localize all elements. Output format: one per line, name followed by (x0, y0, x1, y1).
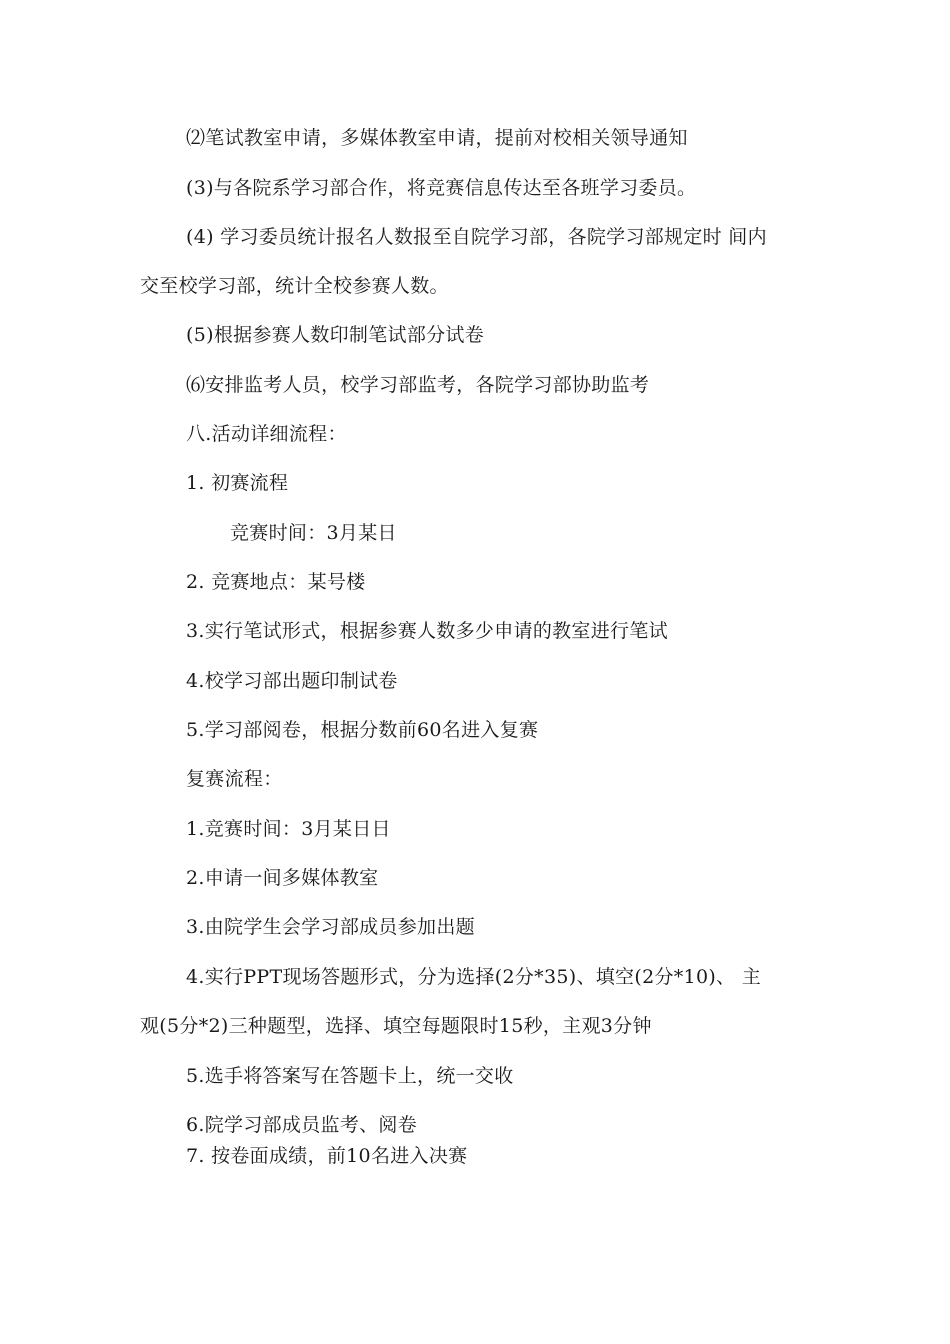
text-line-8: 1. 初赛流程 (186, 472, 289, 494)
text-line-2: (3)与各院系学习部合作，将竞赛信息传达至各班学习委员。 (186, 177, 697, 199)
text-line-11: 3.实行笔试形式，根据参赛人数多少申请的教室进行笔试 (186, 620, 668, 642)
text-line-6: ⑹安排监考人员，校学习部监考，各院学习部协助监考 (186, 374, 650, 396)
text-line-18: 4.实行PPT现场答题形式，分为选择(2分*35)、填空(2分*10)、 主 (186, 966, 761, 988)
text-line-16: 2.申请一间多媒体教室 (186, 867, 379, 889)
text-line-1: ⑵笔试教室申请，多媒体教室申请，提前对校相关领导通知 (186, 127, 688, 149)
text-line-15: 1.竞赛时间：3月某日日 (186, 818, 391, 840)
text-line-21: 6.院学习部成员监考、阅卷 (186, 1114, 418, 1136)
text-line-19: 观(5分*2)三种题型，选择、填空每题限时15秒，主观3分钟 (140, 1015, 652, 1037)
text-line-12: 4.校学习部出题印制试卷 (186, 670, 398, 692)
text-line-20: 5.选手将答案写在答题卡上，统一交收 (186, 1065, 514, 1087)
section-heading: 八.活动详细流程： (186, 423, 347, 445)
text-line-4: 交至校学习部，统计全校参赛人数。 (140, 275, 449, 297)
text-line-17: 3.由院学生会学习部成员参加出题 (186, 916, 475, 938)
text-line-3: (4) 学习委员统计报名人数报至自院学习部，各院学习部规定时 间内 (186, 226, 767, 248)
subsection-heading: 复赛流程： (186, 768, 283, 790)
text-line-5: (5)根据参赛人数印制笔试部分试卷 (186, 324, 485, 346)
text-line-10: 2. 竞赛地点：某号楼 (186, 571, 366, 593)
text-line-22: 7. 按卷面成绩，前10名进入决赛 (186, 1145, 468, 1167)
text-line-13: 5.学习部阅卷，根据分数前60名进入复赛 (186, 719, 539, 741)
text-line-9: 竞赛时间：3月某日 (230, 522, 397, 544)
